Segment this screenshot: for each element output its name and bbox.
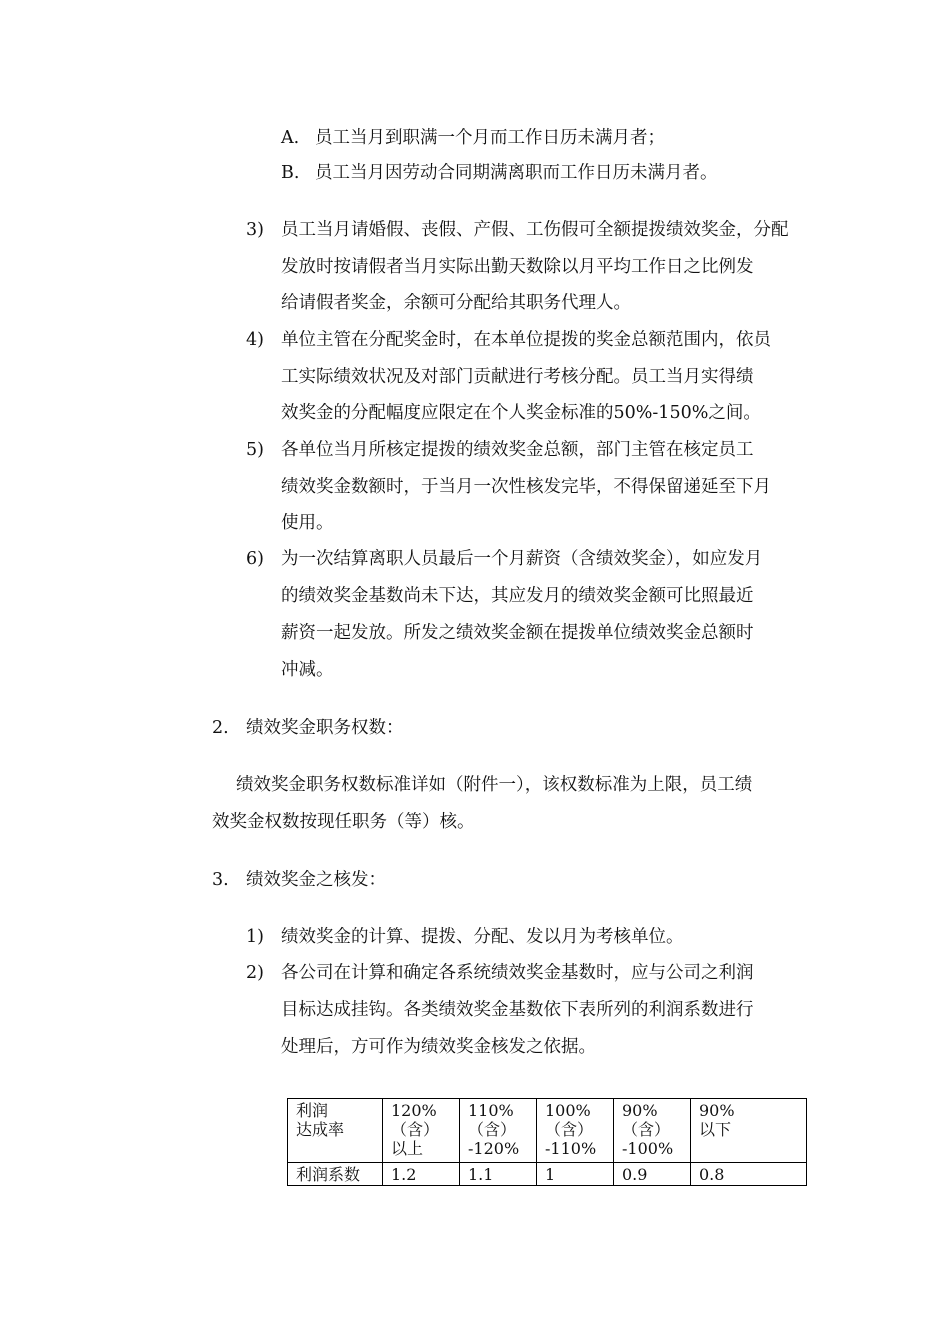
section-2-para-line-1: 绩效奖金职务权数标准详如（附件一），该权数标准为上限，员工绩	[236, 775, 753, 795]
header-line: 以下	[699, 1120, 732, 1139]
s3-item-1-text: 绩效奖金的计算、提拨、分配、发以月为考核单位。	[281, 927, 684, 947]
item-5-line-2: 绩效奖金数额时，于当月一次性核发完毕，不得保留递延至下月	[281, 477, 771, 497]
item-6-line-4: 冲减。	[281, 660, 334, 680]
header-line: （含）	[468, 1120, 517, 1139]
item-marker-6: 6)	[246, 549, 264, 569]
item-4-line-3: 效奖金的分配幅度应限定在个人奖金标准的50%-150%之间。	[281, 403, 761, 423]
item-6-line-3: 薪资一起发放。所发之绩效奖金额在提拨单位绩效奖金总额时	[281, 623, 754, 643]
item-marker-5: 5)	[246, 440, 264, 460]
item-marker-3: 3)	[246, 220, 264, 240]
header-line: -120%	[468, 1139, 520, 1158]
section-marker-3: 3.	[212, 870, 229, 890]
header-line: 120%	[391, 1101, 437, 1120]
s3-item-marker-2: 2)	[246, 963, 264, 983]
header-line: （含）	[391, 1120, 440, 1139]
header-cell	[537, 1099, 614, 1163]
header-line: 以上	[391, 1139, 424, 1158]
table-header-row	[288, 1099, 807, 1163]
header-line: 100%	[545, 1101, 591, 1120]
item-6-line-2: 的绩效奖金基数尚未下达，其应发月的绩效奖金额可比照最近	[281, 586, 754, 606]
header-label-line: 利润	[296, 1101, 329, 1120]
item-3-line-3: 给请假者奖金，余额可分配给其职务代理人。	[281, 293, 631, 313]
item-4-line-2: 工实际绩效状况及对部门贡献进行考核分配。员工当月实得绩	[281, 367, 754, 387]
header-cell	[614, 1099, 691, 1163]
section-2-title: 绩效奖金职务权数：	[246, 718, 404, 738]
header-cell	[383, 1099, 460, 1163]
header-line: 90%	[622, 1101, 658, 1120]
header-line: -110%	[545, 1139, 597, 1158]
item-marker-4: 4)	[246, 330, 264, 350]
value-cell: 0.9	[614, 1163, 691, 1186]
table-row	[288, 1163, 807, 1186]
header-line: 110%	[468, 1101, 514, 1120]
header-label-line: 达成率	[296, 1120, 345, 1139]
item-5-line-3: 使用。	[281, 513, 334, 533]
sub-item-text-b: 员工当月因劳动合同期满离职而工作日历未满月者。	[315, 163, 718, 183]
item-3-line-1: 员工当月请婚假、丧假、产假、工伤假可全额提拨绩效奖金，分配	[281, 220, 789, 240]
item-3-line-2: 发放时按请假者当月实际出勤天数除以月平均工作日之比例发	[281, 257, 754, 277]
s3-item-marker-1: 1)	[246, 927, 264, 947]
header-cell	[460, 1099, 537, 1163]
value-cell: 1	[537, 1163, 614, 1186]
s3-item-2-line-3: 处理后，方可作为绩效奖金核发之依据。	[281, 1037, 596, 1057]
header-line: 90%	[699, 1101, 735, 1120]
value-cell: 1.1	[460, 1163, 537, 1186]
profit-coefficient-table	[287, 1098, 807, 1186]
section-2-para-line-2: 效奖金权数按现任职务（等）核。	[212, 812, 475, 832]
row-label-cell: 利润系数	[288, 1163, 383, 1186]
header-cell-label	[288, 1099, 383, 1163]
sub-item-text-a: 员工当月到职满一个月而工作日历未满月者；	[315, 128, 665, 148]
header-line: （含）	[545, 1120, 594, 1139]
sub-item-marker-b: B.	[281, 163, 300, 183]
s3-item-2-line-2: 目标达成挂钩。各类绩效奖金基数依下表所列的利润系数进行	[281, 1000, 754, 1020]
item-4-line-1: 单位主管在分配奖金时，在本单位提拨的奖金总额范围内，依员	[281, 330, 771, 350]
header-cell	[691, 1099, 807, 1163]
sub-item-marker-a: A.	[281, 128, 300, 148]
item-5-line-1: 各单位当月所核定提拨的绩效奖金总额，部门主管在核定员工	[281, 440, 754, 460]
item-6-line-1: 为一次结算离职人员最后一个月薪资（含绩效奖金），如应发月	[281, 549, 763, 569]
value-cell: 0.8	[691, 1163, 807, 1186]
value-cell: 1.2	[383, 1163, 460, 1186]
section-marker-2: 2.	[212, 718, 229, 738]
section-3-title: 绩效奖金之核发：	[246, 870, 386, 890]
header-line: -100%	[622, 1139, 674, 1158]
header-line: （含）	[622, 1120, 671, 1139]
s3-item-2-line-1: 各公司在计算和确定各系统绩效奖金基数时，应与公司之利润	[281, 963, 754, 983]
